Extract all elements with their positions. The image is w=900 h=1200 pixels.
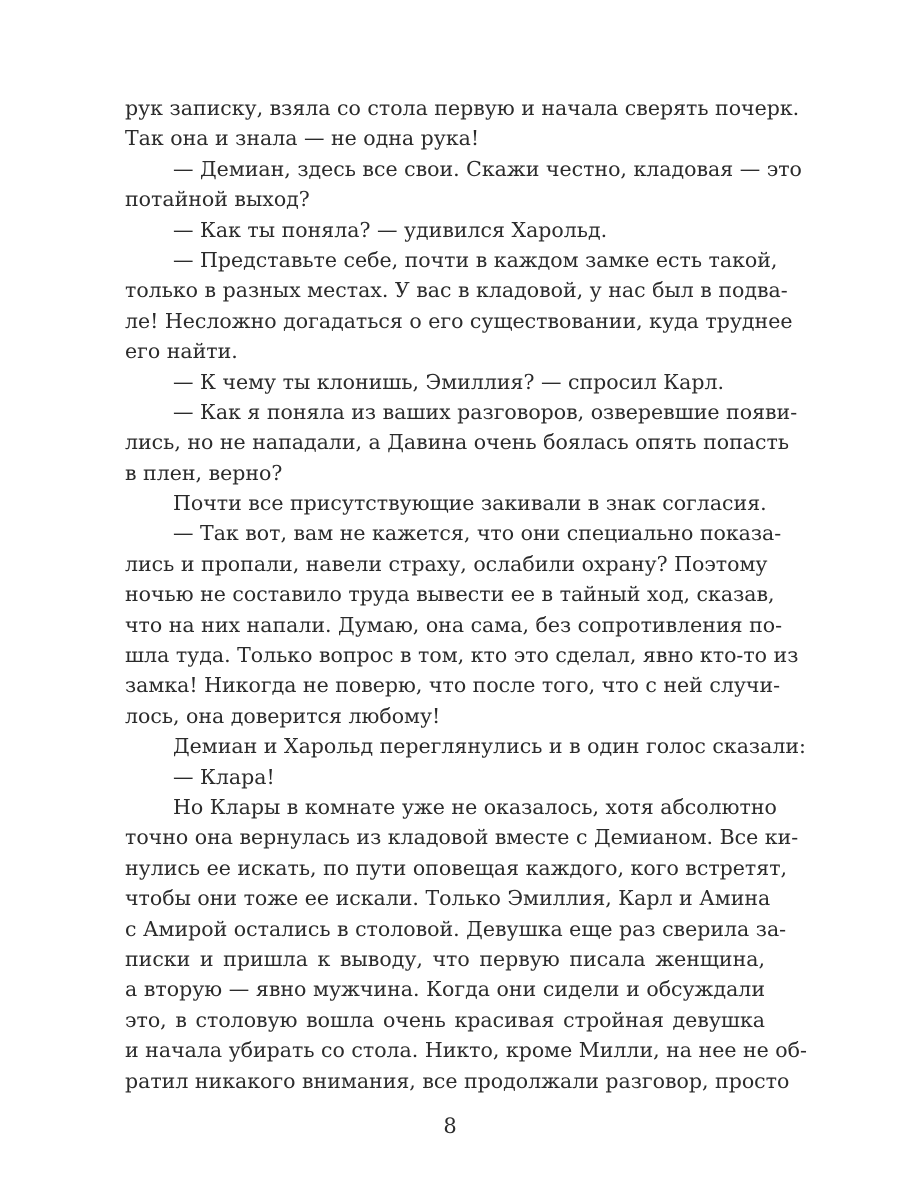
text-line: Так она и знала — не одна рука! bbox=[125, 126, 480, 151]
page-number: 8 bbox=[443, 1114, 457, 1138]
text-line: ле! Несложно догадаться о его существовании, куда труднее bbox=[125, 308, 793, 333]
text-line: писки и пришла к выводу, что первую писала женщина, bbox=[125, 946, 765, 971]
text-line: Но Клары в комнате уже не оказалось, хотя абсолютно bbox=[173, 794, 777, 819]
text-line: только в разных местах. У вас в кладовой, у нас был в подва- bbox=[125, 278, 788, 303]
text-line: это, в столовую вошла очень красивая стройная девушка bbox=[125, 1007, 765, 1032]
text-line: с Амирой остались в столовой. Девушка еще раз сверила за- bbox=[125, 916, 787, 941]
text-line: Демиан и Харольд переглянулись и в один голос сказали: bbox=[173, 734, 806, 759]
text-line: шла туда. Только вопрос в том, кто это сделал, явно кто-то из bbox=[125, 643, 799, 668]
text-line: ратил никакого внимания, все продолжали разговор, просто bbox=[125, 1068, 790, 1093]
text-line: а вторую — явно мужчина. Когда они сидели и обсуждали bbox=[125, 977, 765, 1002]
text-line: Почти все присутствующие закивали в знак согласия. bbox=[173, 491, 767, 516]
body-text bbox=[125, 93, 807, 1096]
text-line: — Так вот, вам не кажется, что они специально показа- bbox=[173, 521, 782, 546]
text-line: рук записку, взяла со стола первую и начала сверять почерк. bbox=[125, 96, 800, 120]
text-line: лись, но не нападали, а Давина очень боялась опять попасть bbox=[125, 430, 789, 455]
text-line: ночью не составило труда вывести ее в тайный ход, сказав, bbox=[125, 582, 775, 607]
text-line: — Демиан, здесь все свои. Скажи честно, кладовая — это bbox=[173, 156, 802, 181]
text-line: его найти. bbox=[125, 339, 238, 364]
text-line: в плен, верно? bbox=[125, 460, 283, 485]
text-line: — Клара! bbox=[173, 764, 275, 789]
text-line: замка! Никогда не поверю, что после того, что с ней случи- bbox=[125, 673, 781, 698]
text-line: что на них напали. Думаю, она сама, без сопротивления по- bbox=[125, 612, 783, 637]
text-line: точно она вернулась из кладовой вместе с Демианом. Все ки- bbox=[125, 825, 799, 850]
text-line: лось, она доверится любому! bbox=[125, 703, 441, 728]
text-line: чтобы они тоже ее искали. Только Эмиллия, Карл и Амина bbox=[125, 886, 771, 911]
text-line: — Как ты поняла? — удивился Харольд. bbox=[173, 217, 608, 242]
text-line: — К чему ты клонишь, Эмиллия? — спросил Карл. bbox=[173, 369, 725, 394]
text-line: — Как я поняла из ваших разговоров, озверевшие появи- bbox=[173, 399, 798, 424]
text-line: и начала убирать со стола. Никто, кроме Милли, на нее не об- bbox=[125, 1038, 807, 1063]
text-line: — Представьте себе, почти в каждом замке есть такой, bbox=[173, 247, 778, 272]
text-line: потайной выход? bbox=[125, 187, 310, 212]
text-line: лись и пропали, навели страху, ослабили охрану? Поэтому bbox=[125, 551, 768, 576]
text-line: нулись ее искать, по пути оповещая каждого, кого встретят, bbox=[125, 855, 788, 880]
